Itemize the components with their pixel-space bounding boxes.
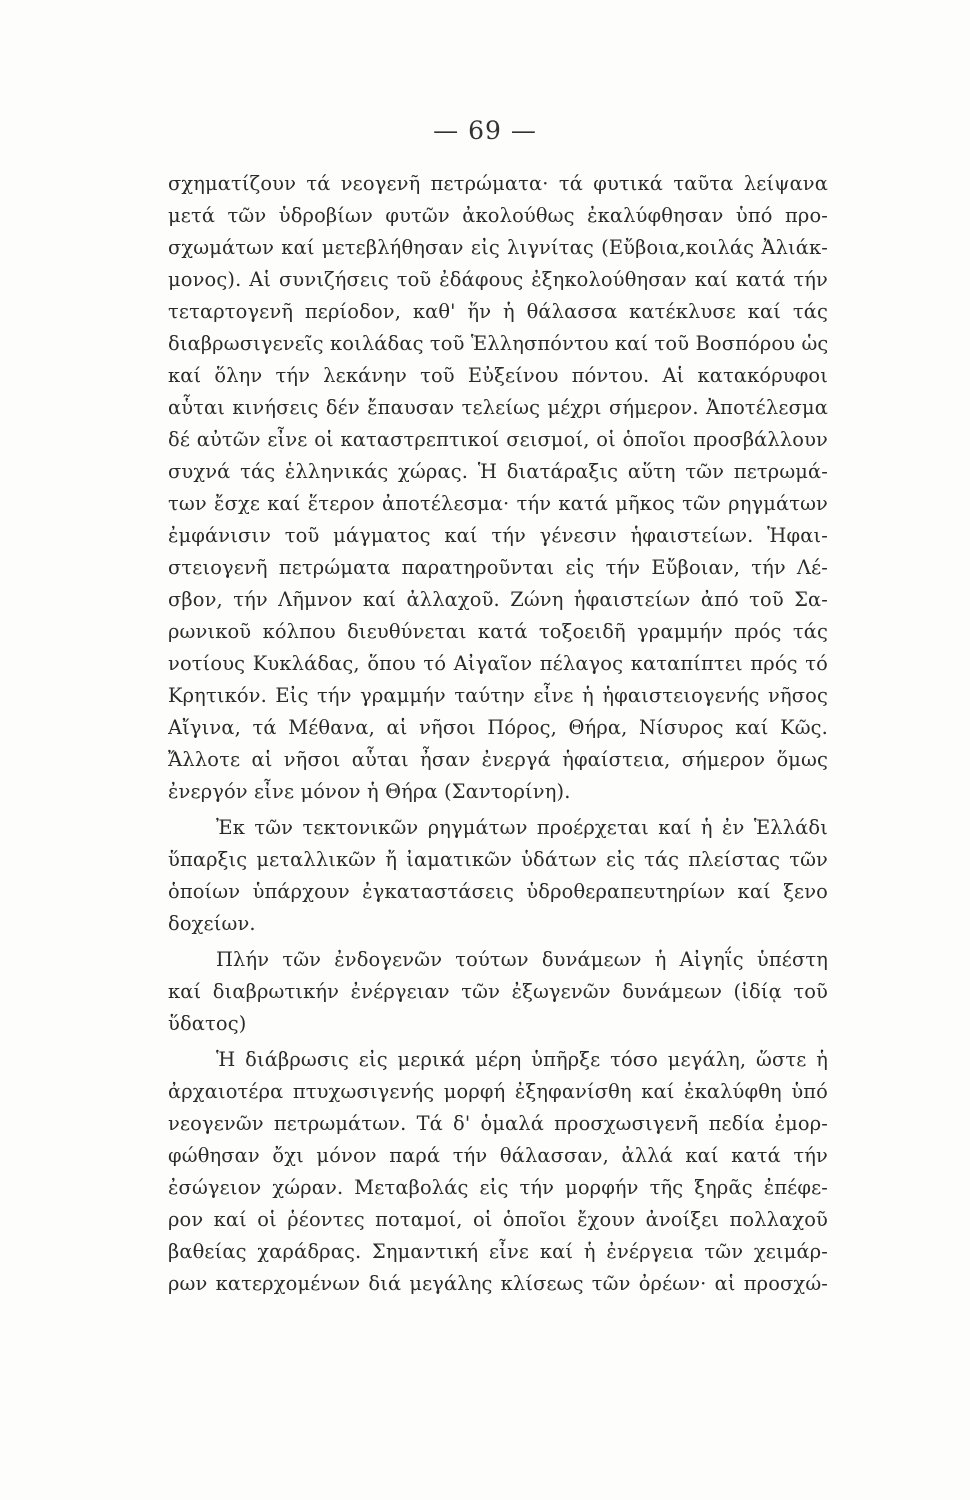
text-line: φώθησαν ὄχι μόνον παρά τήν θάλασσαν, ἀλλά καί κατά τήν [168, 1144, 828, 1167]
text-line: νεογενῶν πετρωμάτων. Τά δ' ὁμαλά προσχωσιγενῆ πεδία ἐμορ- [168, 1112, 828, 1135]
page-number: — 69 — [433, 116, 537, 145]
text-line: νοτίους Κυκλάδας, ὅπου τό Αἰγαῖον πέλαγος καταπίπτει πρός τό [168, 652, 828, 675]
text-line: ἀρχαιοτέρα πτυχωσιγενής μορφή ἐξηφανίσθη καί ἐκαλύφθη ὑπό [168, 1080, 828, 1103]
text-line: Ἄλλοτε αἱ νῆσοι αὗται ἦσαν ἐνεργά ἡφαίστεια, σήμερον ὅμως [168, 748, 828, 771]
text-line: ἐνεργόν εἶνε μόνον ἡ Θήρα (Σαντορίνη). [168, 780, 571, 803]
text-line: ὕδατος) [168, 1012, 247, 1035]
text-line: μετά τῶν ὑδροβίων φυτῶν ἀκολούθως ἐκαλύφθησαν ὑπό προ- [168, 204, 828, 227]
paragraph-2 [168, 812, 828, 940]
text-line: ρον καί οἱ ῥέοντες ποταμοί, οἱ ὁποῖοι ἔχουν ἀνοίξει πολλαχοῦ [168, 1208, 828, 1231]
text-line: τεταρτογενῆ περίοδον, καθ' ἥν ἡ θάλασσα κατέκλυσε καί τάς [168, 300, 828, 323]
text-line: διαβρωσιγενεῖς κοιλάδας τοῦ Ἑλλησπόντου καί τοῦ Βοσπόρου ὡς [168, 332, 828, 355]
text-line: καί ὅλην τήν λεκάνην τοῦ Εὐξείνου πόντου. Αἱ κατακόρυφοι [168, 364, 828, 387]
paragraph-4 [168, 1044, 828, 1300]
paragraph-1 [168, 168, 828, 808]
text-line: σχωμάτων καί μετεβλήθησαν εἰς λιγνίτας (Εὔβοια,κοιλάς Ἀλιάκ- [168, 236, 828, 259]
text-line: μονος). Αἱ συνιζήσεις τοῦ ἐδάφους ἐξηκολούθησαν καί κατά τήν [168, 268, 828, 291]
text-line: συχνά τάς ἑλληνικάς χώρας. Ἡ διατάραξις αὕτη τῶν πετρωμά- [168, 460, 828, 483]
text-line: ρων κατερχομένων διά μεγάλης κλίσεως τῶν ὀρέων· αἱ προσχώ- [168, 1272, 828, 1295]
text-line: Πλήν τῶν ἐνδογενῶν τούτων δυνάμεων ἡ Αἰγηΐς ὑπέστη [216, 948, 828, 971]
text-line: δέ αὐτῶν εἶνε οἱ καταστρεπτικοί σεισμοί, οἱ ὁποῖοι προσβάλλουν [168, 428, 828, 451]
text-line: ὕπαρξις μεταλλικῶν ἤ ἰαματικῶν ὑδάτων εἰς τάς πλείστας τῶν [168, 848, 828, 871]
text-line: Ἐκ τῶν τεκτονικῶν ρηγμάτων προέρχεται καί ἡ ἐν Ἑλλάδι [216, 816, 828, 839]
text-line: σβον, τήν Λῆμνον καί ἀλλαχοῦ. Ζώνη ἡφαιστείων ἀπό τοῦ Σα- [168, 588, 828, 611]
text-line: Ἡ διάβρωσις εἰς μερικά μέρη ὑπῆρξε τόσο μεγάλη, ὥστε ἡ [216, 1048, 828, 1071]
text-line: ρωνικοῦ κόλπου διευθύνεται κατά τοξοειδῆ γραμμήν πρός τάς [168, 620, 828, 643]
body-text [168, 168, 828, 1300]
text-line: στειογενῆ πετρώματα παρατηροῦνται εἰς τήν Εὔβοιαν, τήν Λέ- [168, 556, 828, 579]
text-line: ἐσώγειον χώραν. Μεταβολάς εἰς τήν μορφήν τῆς ξηρᾶς ἐπέφε- [168, 1176, 828, 1199]
text-line: των ἔσχε καί ἕτερον ἀποτέλεσμα· τήν κατά μῆκος τῶν ρηγμάτων [168, 492, 828, 515]
text-line: Κρητικόν. Εἰς τήν γραμμήν ταύτην εἶνε ἡ ἡφαιστειογενής νῆσος [168, 684, 828, 707]
paragraph-3 [168, 944, 828, 1040]
text-line: ἐμφάνισιν τοῦ μάγματος καί τήν γένεσιν ἡφαιστείων. Ἡφαι- [168, 524, 828, 547]
text-line: αὗται κινήσεις δέν ἔπαυσαν τελείως μέχρι σήμερον. Ἀποτέλεσμα [168, 396, 828, 419]
text-line: βαθείας χαράδρας. Σημαντική εἶνε καί ἡ ἐνέργεια τῶν χειμάρ- [168, 1240, 828, 1263]
text-line: σχηματίζουν τά νεογενῆ πετρώματα· τά φυτικά ταῦτα λείψανα [168, 172, 828, 195]
text-line: καί διαβρωτικήν ἐνέργειαν τῶν ἐξωγενῶν δυνάμεων (ἰδίᾳ τοῦ [168, 980, 828, 1003]
text-line: ὁποίων ὑπάρχουν ἐγκαταστάσεις ὑδροθεραπευτηρίων καί ξενο [168, 880, 828, 903]
text-line: δοχείων. [168, 912, 256, 935]
text-line: Αἴγινα, τά Μέθανα, αἱ νῆσοι Πόρος, Θήρα, Νίσυρος καί Κῶς. [168, 716, 828, 739]
